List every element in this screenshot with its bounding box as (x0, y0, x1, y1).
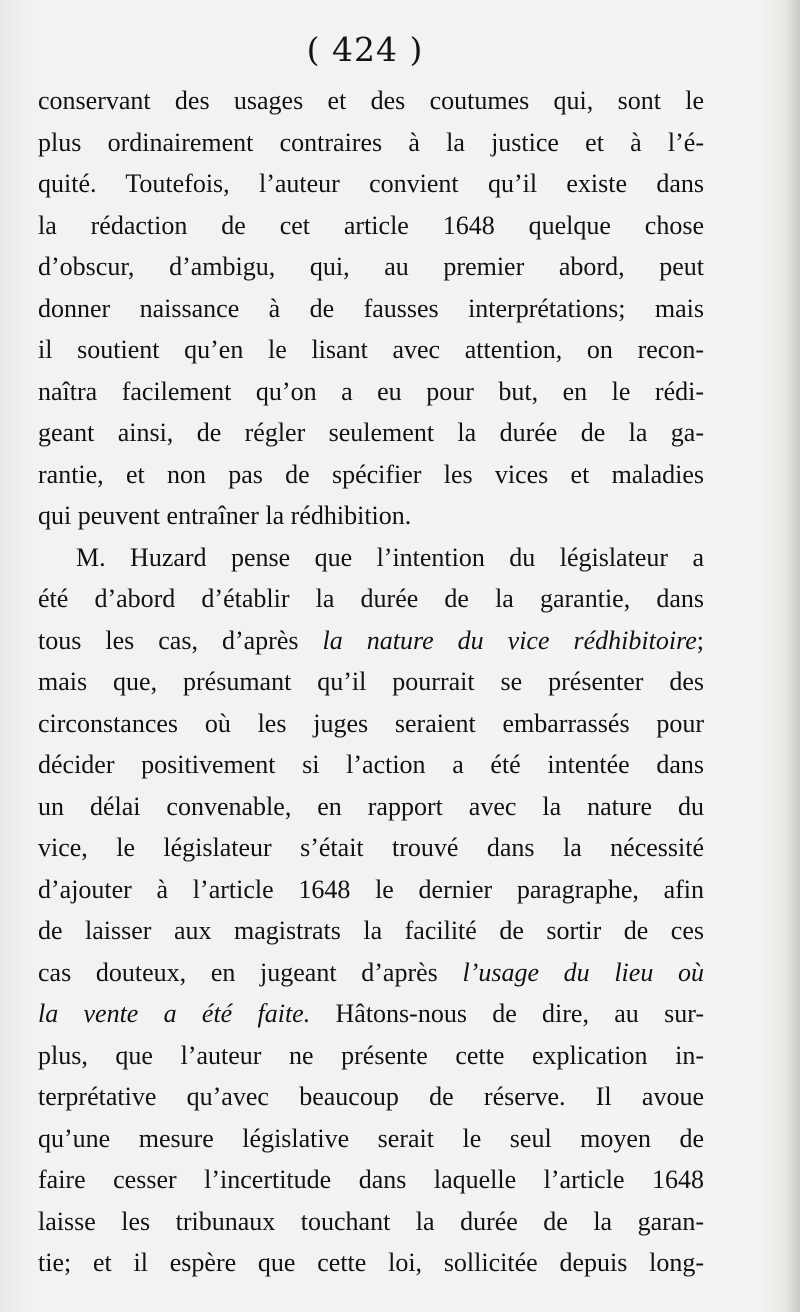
text-line (38, 205, 704, 247)
text-segment: décider positivement si l’action a été intentée dans (38, 750, 704, 779)
text-line (38, 1076, 704, 1118)
text-line (38, 412, 704, 454)
text-segment: il soutient qu’en le lisant avec attention, on recon- (38, 335, 704, 364)
text-line (38, 661, 704, 703)
italic-text-segment: la vente a été faite. (38, 999, 311, 1028)
text-line (38, 371, 704, 413)
text-segment: quité. Toutefois, l’auteur convient qu’il existe dans (38, 169, 704, 198)
text-line (38, 952, 704, 994)
italic-text-segment: la nature du vice rédhibitoire (322, 625, 697, 655)
text-segment: faire cesser l’incertitude dans laquelle l’article 1648 (38, 1165, 704, 1194)
text-segment: cas douteux, en jugeant d’après (38, 957, 463, 987)
text-line (38, 1242, 704, 1284)
text-segment: circonstances où les juges seraient embarrassés pour (38, 708, 704, 738)
text-segment: plus, que l’auteur ne présente cette explication in- (38, 1040, 704, 1070)
text-line (38, 869, 704, 911)
text-segment: qu’une mesure législative serait le seul moyen de (38, 1123, 704, 1153)
text-segment: un délai convenable, en rapport avec la nature du (38, 791, 704, 821)
text-segment: d’ajouter à l’article 1648 le dernier paragraphe, afin (38, 874, 704, 904)
text-line (38, 80, 704, 122)
text-segment: ; (696, 625, 704, 655)
text-line (38, 495, 704, 537)
text-segment: M. Huzard pense que l’intention du législateur a (76, 542, 704, 572)
text-segment: geant ainsi, de régler seulement la durée de la ga- (38, 418, 704, 447)
text-segment: naîtra facilement qu’on a eu pour but, en le rédi- (38, 376, 704, 406)
text-line (38, 537, 704, 579)
text-line (38, 620, 704, 662)
text-segment: tous les cas, d’après (38, 625, 323, 655)
text-segment: qui peuvent entraîner la rédhibition. (38, 501, 412, 530)
text-segment: Hâtons-nous de dire, au sur- (310, 999, 704, 1028)
text-segment: rantie, et non pas de spécifier les vices et maladies (38, 459, 704, 489)
text-segment: vice, le législateur s’était trouvé dans la nécessité (38, 833, 704, 862)
text-line (38, 288, 704, 330)
text-segment: terprétative qu’avec beaucoup de réserve. Il avoue (38, 1082, 704, 1111)
text-segment: donner naissance à de fausses interprétations; mais (38, 293, 704, 323)
text-segment: laisse les tribunaux touchant la durée de la garan- (38, 1206, 704, 1236)
text-segment: été d’abord d’établir la durée de la garantie, dans (38, 584, 704, 613)
body-text (38, 80, 704, 1284)
text-segment: conservant des usages et des coutumes qui, sont le (38, 86, 704, 115)
text-segment: la rédaction de cet article 1648 quelque chose (38, 210, 704, 240)
text-line (38, 163, 704, 205)
text-line (38, 1201, 704, 1243)
text-line (38, 703, 704, 745)
text-line (38, 744, 704, 786)
text-segment: de laisser aux magistrats la facilité de sortir de ces (38, 916, 704, 945)
text-line (38, 827, 704, 869)
text-line (38, 910, 704, 952)
text-line (38, 329, 704, 371)
page-number: ( 424 ) (306, 30, 424, 69)
text-segment: plus ordinairement contraires à la justice et à l’é- (38, 127, 704, 157)
text-line (38, 122, 704, 164)
text-line (38, 1035, 704, 1077)
page-edge-shadow (786, 0, 800, 1312)
text-line (38, 786, 704, 828)
text-segment: tie; et il espère que cette loi, sollicitée depuis long- (38, 1248, 704, 1277)
italic-text-segment: l’usage du lieu où (462, 957, 704, 987)
text-line (38, 993, 704, 1035)
text-segment: d’obscur, d’ambigu, qui, au premier abord, peut (38, 252, 704, 281)
text-line (38, 1159, 704, 1201)
text-line (38, 454, 704, 496)
text-segment: mais que, présumant qu’il pourrait se présenter des (38, 667, 704, 696)
text-line (38, 246, 704, 288)
text-line (38, 578, 704, 620)
text-line (38, 1118, 704, 1160)
